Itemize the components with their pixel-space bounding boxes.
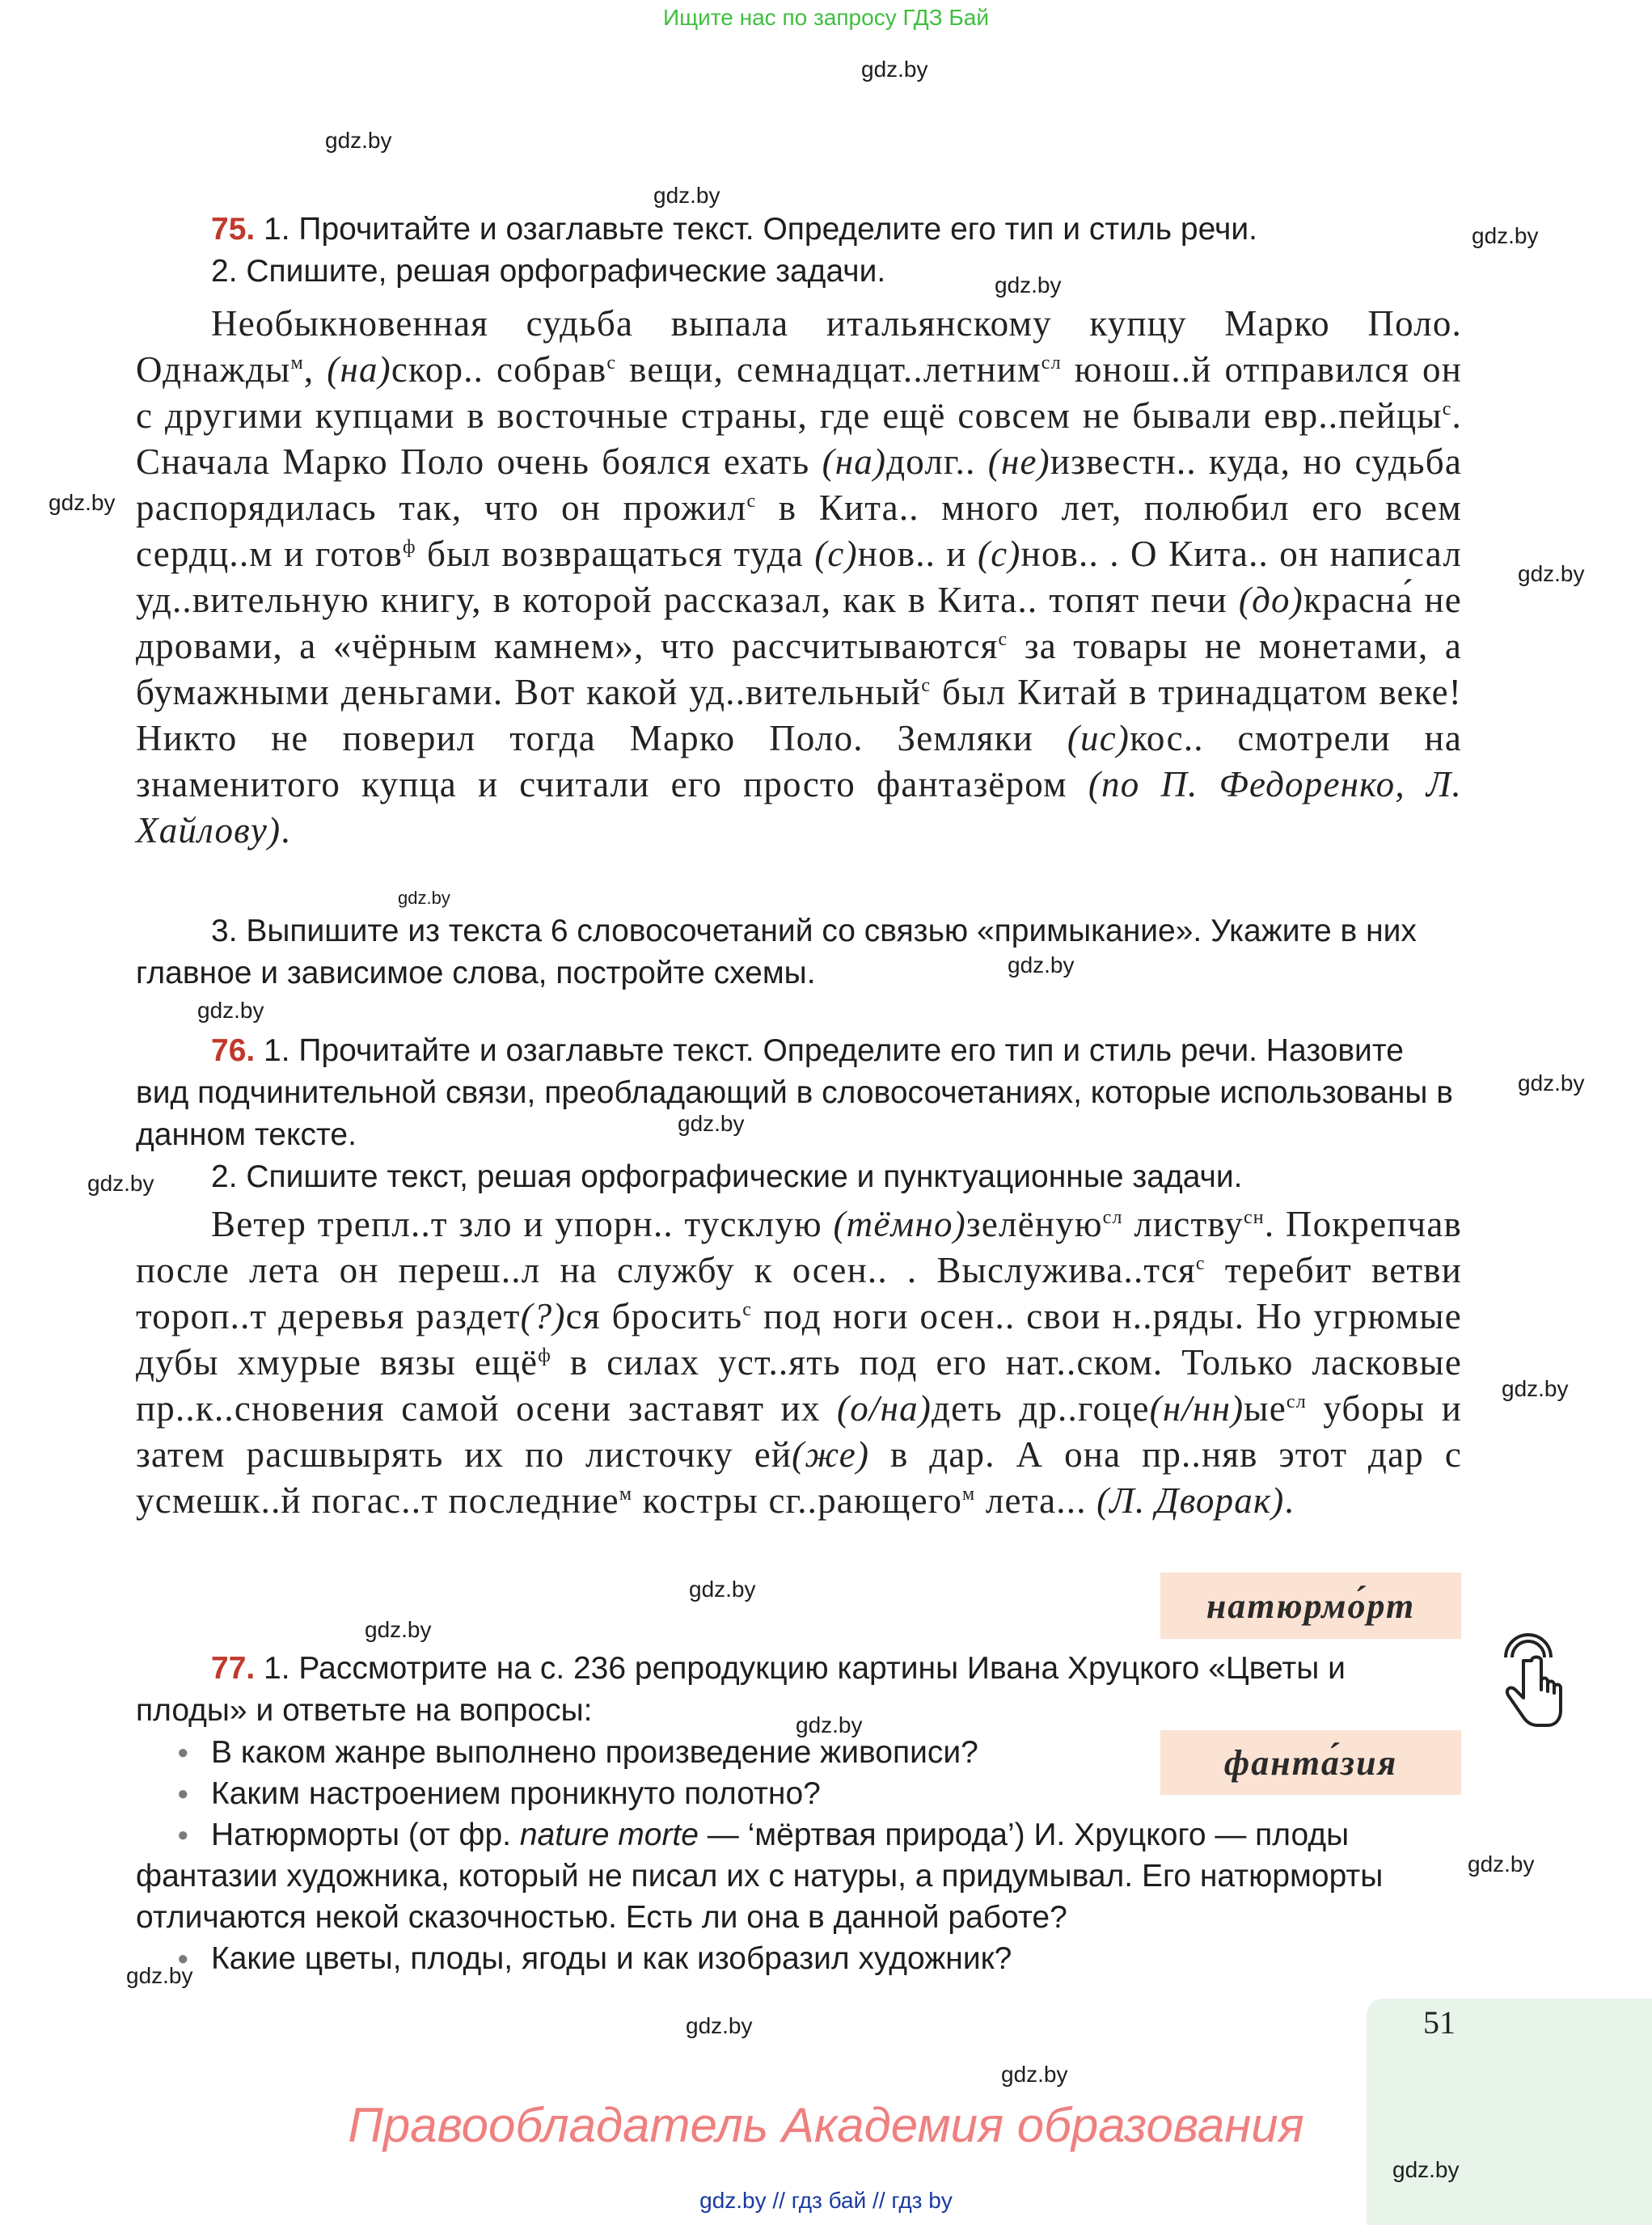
watermark: gdz.by (1518, 1070, 1585, 1096)
copyright-footer: Правообладатель Академия образования (348, 2098, 1304, 2152)
watermark: gdz.by (995, 272, 1062, 298)
task-77-questions (136, 1732, 1462, 1979)
task-number: 76. (211, 1033, 256, 1068)
watermark: gdz.by (653, 183, 720, 208)
task-76-text (136, 1201, 1462, 1524)
watermark: gdz.by (365, 1617, 432, 1642)
task-75-line1: 75. 1. Прочитайте и озаглавьте текст. Определите его тип и стиль речи. (211, 212, 1257, 247)
bottom-links[interactable]: gdz.by // гдз бай // гдз by (699, 2188, 953, 2213)
watermark: gdz.by (678, 1111, 745, 1136)
watermark: gdz.by (686, 2013, 753, 2038)
vocab-box-natyurmort: натюрмо́рт (1160, 1573, 1461, 1639)
watermark: gdz.by (861, 57, 928, 82)
vocab-box-fantaziya: фанта́зия (1160, 1730, 1461, 1795)
watermark: gdz.by (1392, 2157, 1460, 2182)
tap-hand-icon-svg (1488, 1633, 1569, 1730)
task-76-line1: 76. 1. Прочитайте и озаглавьте текст. Определите его тип и стиль речи. Назовите вид подчинительной связи, преобладающий в словосочетаниях, которые использованы в данном тексте. (136, 1033, 1453, 1152)
task-75-instructions (136, 209, 1462, 293)
task-75-question-3: 3. Выпишите из текста 6 словосочетаний со связью «примыкание». Укажите в них главное и зависимое слова, постройте схемы. (136, 914, 1417, 990)
question-bullet: ● В каком жанре выполнено произведение живописи? (136, 1732, 1462, 1773)
watermark: gdz.by (1518, 561, 1585, 586)
watermark: gdz.by (398, 888, 450, 908)
page-number: 51 (1423, 2004, 1456, 2041)
task-76-paragraph: Ветер трепл..т зло и упорн.. тусклую (тёмно)зелёную$^{сл}$ листву$^{сн}$. Покрепчав после лета он переш..л на службу к осен.. . Выслужива..тся$^с$ теребит ветви тороп..т деревья раздет(?)ся бросить$^с$ под ноги осен.. свои н..ряды. Но угрюмые дубы хмурые вязы ещё$^ф$ в силах уст..ять под его нат..ском. Только ласковые пр..к..сновения самой осени заставят их (о/на)деть $др..гоце(н/нн)ые^{сл}$ уборы и затем расшвырять их по листочку ей(же) в дар. А она пр..няв этот дар с усмешк..й погас..т последние$^м$ костры сг..рающего$^м$ лета... (Л. Дворак). (136, 1204, 1462, 1521)
question-bullet: ● Каким настроением проникнуто полотно? (136, 1773, 1462, 1814)
watermark: gdz.by (1472, 223, 1539, 248)
question-bullet: ● Натюрморты (от фр. nature morte — ‘мёртвая природа’) И. Хруцкого — плоды фантазии художника, который не писал их с натуры, а придумывал. Его натюрморты отличаются некой сказочностью. Есть ли она в данной работе? (136, 1814, 1462, 1938)
task-76-line2: 2. Спишите текст, решая орфографические и пунктуационные задачи. (211, 1159, 1243, 1194)
watermark: gdz.by (126, 1963, 193, 1988)
watermark: gdz.by (689, 1577, 756, 1602)
task-75-text (136, 301, 1462, 854)
watermark: gdz.by (796, 1712, 863, 1737)
task-75-paragraph: Необыкновенная судьба выпала итальянскому купцу Марко Поло. Однажды$^м$, (на)скор.. собрав$^с$ вещи, семнадцат..летним$^{сл}$ юнош..й отправился он с другими купцами в восточные страны, где ещё совсем не бывали евр..пейцы$^с$. Сначала Марко Поло очень боялся ехать (на)долг.. (не)известн.. куда, но судьба распорядилась так, что он прожил$^с$ в Кита.. много лет, полюбил его всем сердц..м и готов$^ф$ был возвращаться туда (с)нов.. и (с)нов.. . О Кита.. он написал уд..вительную книгу, в которой рассказал, как в Кита.. топят печи (до)красна́ не дровами, а «чёрным камнем», что рассчитываются$^с$ за товары не монетами, а бумажными деньгами. Вот какой уд..вительный$^с$ был Китай в тринадцатом веке! Никто не поверил тогда Марко Поло. Земляки (ис)кос.. смотрели на знаменитого купца и считали его просто фантазёром (по П. Федоренко, Л. Хайлову). (136, 303, 1462, 851)
watermark: gdz.by (197, 998, 264, 1023)
question-bullet: ● Какие цветы, плоды, ягоды и как изобразил художник? (136, 1938, 1462, 1979)
watermark: gdz.by (87, 1171, 154, 1196)
task-75-line2: 2. Спишите, решая орфографические задачи. (211, 254, 886, 289)
task-77-line1: 77. 1. Рассмотрите на с. 236 репродукцию картины Ивана Хруцкого «Цветы и плоды» и ответьте на вопросы: (136, 1651, 1346, 1728)
task-77-instructions (136, 1648, 1462, 1732)
watermark: gdz.by (1468, 1851, 1535, 1877)
tap-hand-icon[interactable] (1488, 1633, 1569, 1730)
task-76-instructions (136, 1030, 1462, 1198)
watermark: gdz.by (49, 490, 116, 515)
watermark: gdz.by (1502, 1376, 1569, 1401)
watermark: gdz.by (325, 128, 392, 153)
top-banner[interactable]: Ищите нас по запросу ГДЗ Бай (662, 5, 990, 30)
task-number: 75. (211, 212, 256, 247)
watermark: gdz.by (1008, 952, 1075, 977)
task-number: 77. (211, 1651, 256, 1686)
watermark: gdz.by (1001, 2062, 1068, 2087)
